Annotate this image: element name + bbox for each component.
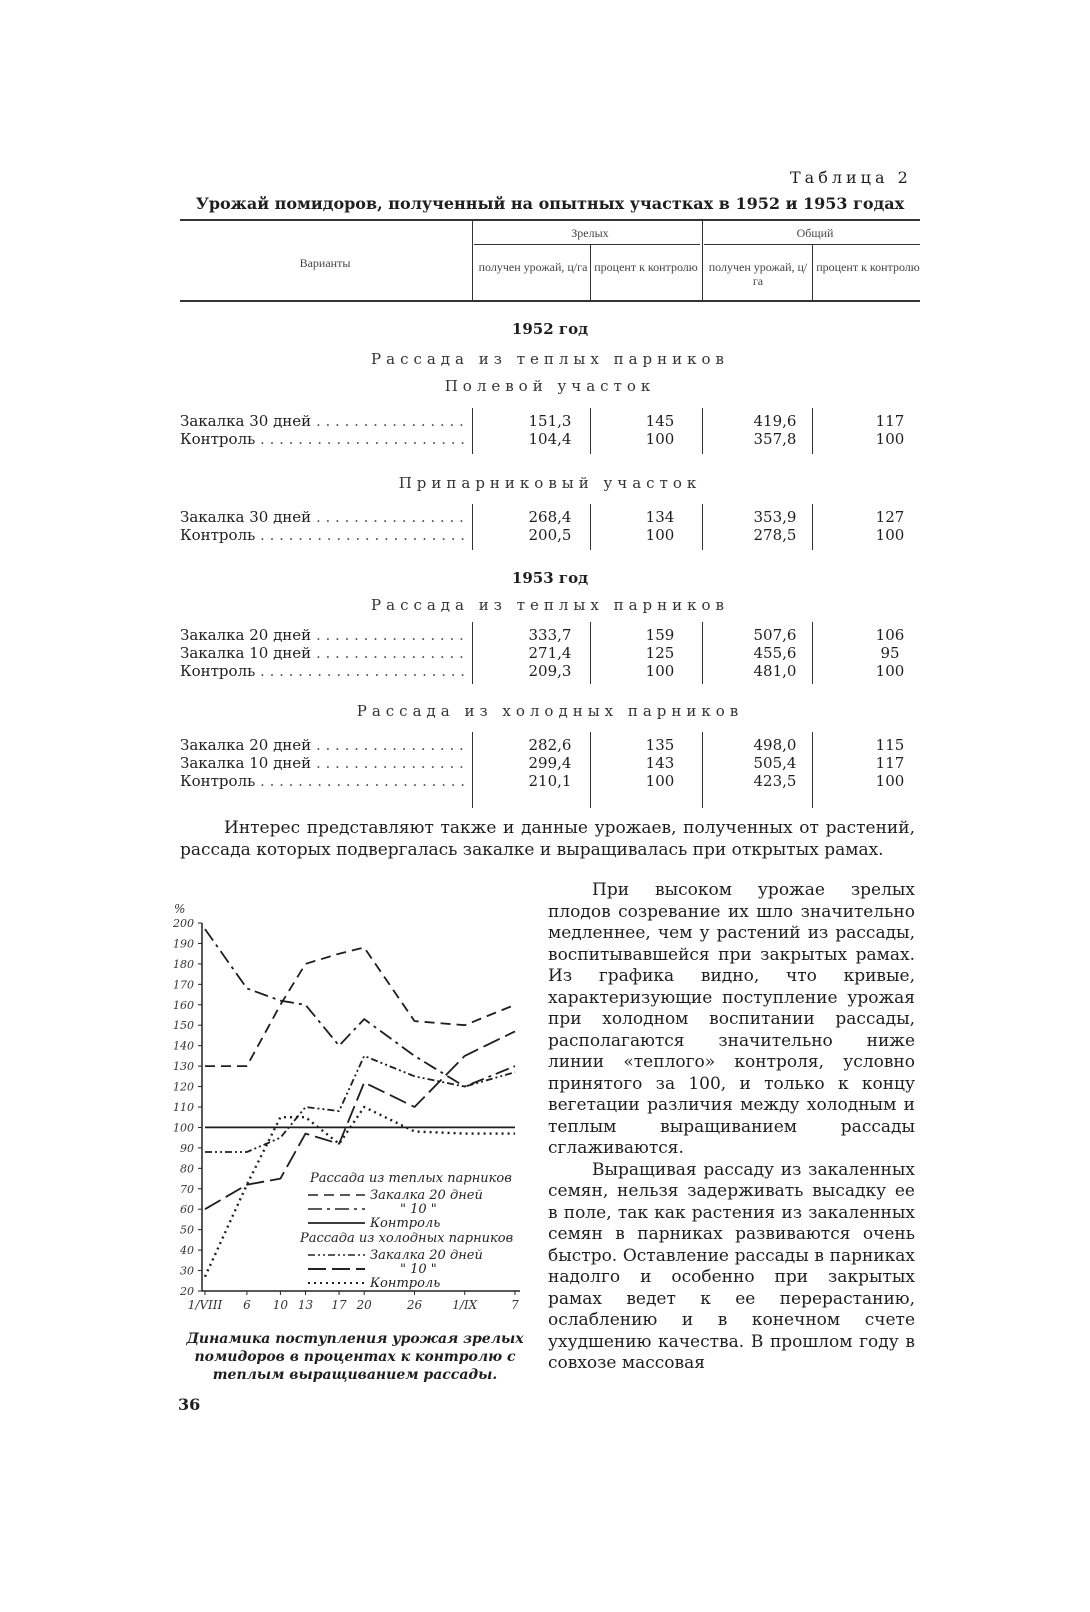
- cell: 100: [875, 430, 905, 448]
- table-row: [180, 736, 920, 754]
- paragraph-2: Выращивая рассаду из закаленных семян, нельзя задерживать высадку ее в поле, так как растения из закаленных семян в парниках развиваются очень быстро. Оставление рассады в парниках надолго и особенно при закрытых рамах ведет к ее перерастанию, ослаблению и в конечном счете ухудшению качества. В прошлом году в совхозе массовая: [548, 1159, 915, 1373]
- legend-warm-10: " 10 ": [400, 1202, 437, 1217]
- y-tick-label: 190: [173, 937, 194, 951]
- column-divider: [590, 622, 591, 684]
- y-tick-label: 200: [173, 917, 194, 930]
- x-tick-label: 13: [297, 1298, 314, 1312]
- cell: 268,4: [528, 508, 572, 526]
- cell: 333,7: [528, 626, 572, 644]
- cell: 135: [645, 736, 675, 754]
- yield-chart: [160, 895, 545, 1325]
- table-row: [180, 626, 920, 644]
- column-divider: [702, 622, 703, 684]
- y-tick-label: 140: [173, 1039, 194, 1053]
- row-label: Закалка 10 дней . . .: [180, 644, 470, 662]
- row-label: Закалка 20 дней . . .: [180, 626, 470, 644]
- legend-warm-ctrl: Контроль: [370, 1216, 441, 1231]
- table-title: Урожай помидоров, полученный на опытных участках в 1952 и 1953 годах: [195, 194, 905, 213]
- x-tick-label: 20: [356, 1298, 372, 1312]
- table-row: [180, 526, 920, 544]
- y-tick-label: 30: [180, 1264, 194, 1278]
- column-divider: [702, 408, 703, 454]
- y-tick-label: 100: [173, 1121, 194, 1135]
- intro-paragraph: Интерес представляют также и данные урожаев, полученных от растений, рассада которых подвергалась закалке и выращивалась при открытых рамах.: [180, 818, 915, 860]
- x-tick-label: 6: [243, 1298, 251, 1312]
- cell: 299,4: [528, 754, 572, 772]
- header-pct-1: процент к контролю: [594, 260, 698, 274]
- cell: 209,3: [528, 662, 572, 680]
- table-row: [180, 772, 920, 790]
- table-row: [180, 508, 920, 526]
- x-tick-label: 1/IX: [452, 1298, 478, 1312]
- x-tick-label: 1/VIII: [187, 1298, 223, 1312]
- y-tick-label: 120: [173, 1080, 194, 1094]
- page-number: 36: [178, 1395, 201, 1414]
- section-cold-1953: Рассада из холодных парников: [356, 702, 744, 720]
- row-label: Контроль . . .: [180, 772, 470, 790]
- y-unit-label: %: [174, 902, 186, 916]
- cell: 125: [645, 644, 675, 662]
- row-label: Контроль . . .: [180, 430, 470, 448]
- column-divider: [812, 622, 813, 684]
- y-tick-label: 170: [173, 978, 194, 992]
- cell: 353,9: [753, 508, 797, 526]
- header-yield-1: получен урожай, ц/га: [478, 260, 588, 274]
- header-divider: [472, 221, 473, 300]
- cell: 423,5: [753, 772, 797, 790]
- header-divider: [590, 245, 591, 300]
- table-row: [180, 754, 920, 772]
- column-divider: [702, 732, 703, 808]
- header-variants: Варианты: [299, 256, 351, 270]
- table-row: [180, 412, 920, 430]
- cell: 117: [875, 412, 905, 430]
- cell: 100: [645, 430, 675, 448]
- series-line-1: [205, 948, 515, 1067]
- column-divider: [812, 732, 813, 808]
- cell: 282,6: [528, 736, 572, 754]
- row-label: Закалка 20 дней . . .: [180, 736, 470, 754]
- right-column-text: [548, 880, 915, 1375]
- cell: 100: [875, 526, 905, 544]
- header-ripe: Зрелых: [571, 226, 609, 240]
- cell: 151,3: [528, 412, 572, 430]
- legend-warm-title: Рассада из теплых парников: [310, 1171, 512, 1186]
- cell: 357,8: [753, 430, 797, 448]
- legend-cold-ctrl: Контроль: [370, 1276, 441, 1291]
- cell: 127: [875, 508, 905, 526]
- cell: 95: [880, 644, 900, 662]
- table-top-rule: [180, 219, 920, 221]
- cell: 100: [645, 526, 675, 544]
- column-divider: [590, 504, 591, 550]
- legend-cold-10: " 10 ": [400, 1262, 437, 1277]
- y-tick-label: 60: [180, 1203, 194, 1217]
- y-tick-label: 180: [173, 957, 194, 971]
- cell: 210,1: [528, 772, 572, 790]
- y-tick-label: 110: [173, 1101, 194, 1114]
- subsection-field: Полевой участок: [444, 377, 656, 395]
- table-row: [180, 644, 920, 662]
- x-tick-label: 7: [511, 1298, 519, 1312]
- section-warm-1952: Рассада из теплых парников: [371, 350, 729, 368]
- y-tick-label: 90: [180, 1141, 194, 1155]
- cell: 145: [645, 412, 675, 430]
- legend-cold-20: Закалка 20 дней: [370, 1248, 483, 1263]
- cell: 100: [645, 662, 675, 680]
- row-label: Контроль . . .: [180, 526, 470, 544]
- cell: 455,6: [753, 644, 797, 662]
- row-label: Контроль . . .: [180, 662, 470, 680]
- y-tick-label: 20: [180, 1285, 194, 1298]
- section-warm-1953: Рассада из теплых парников: [371, 596, 729, 614]
- header-yield-2: получен урожай, ц/га: [708, 260, 808, 288]
- table-row: [180, 662, 920, 680]
- cell: 200,5: [528, 526, 572, 544]
- y-tick-label: 150: [173, 1019, 194, 1033]
- cell: 507,6: [753, 626, 797, 644]
- y-tick-label: 160: [173, 998, 194, 1012]
- header-pct-2: процент к контролю: [816, 260, 920, 274]
- column-divider: [702, 504, 703, 550]
- column-divider: [812, 408, 813, 454]
- column-divider: [590, 732, 591, 808]
- cell: 115: [875, 736, 905, 754]
- y-tick-label: 40: [180, 1244, 194, 1258]
- cell: 117: [875, 754, 905, 772]
- legend-warm-20: Закалка 20 дней: [370, 1188, 483, 1203]
- year-1953: 1953 год: [511, 569, 589, 587]
- table-row: [180, 430, 920, 448]
- cell: 505,4: [753, 754, 797, 772]
- column-divider: [590, 408, 591, 454]
- table-header-rule: [180, 300, 920, 302]
- cell: 498,0: [753, 736, 797, 754]
- cell: 100: [645, 772, 675, 790]
- chart-caption: Динамика поступления урожая зрелых помидоров в процентах к контролю с теплым выращиванием рассады.: [186, 1331, 524, 1383]
- row-label: Закалка 30 дней . . .: [180, 412, 470, 430]
- header-divider: [702, 221, 703, 300]
- header-sub-rule-1: [474, 244, 700, 245]
- column-divider: [472, 732, 473, 808]
- column-divider: [472, 408, 473, 454]
- cell: 134: [645, 508, 675, 526]
- cell: 143: [645, 754, 675, 772]
- y-tick-label: 70: [180, 1182, 194, 1196]
- x-tick-label: 10: [272, 1298, 289, 1312]
- table-number: Таблица 2: [790, 168, 912, 187]
- y-tick-label: 80: [180, 1162, 194, 1176]
- y-tick-label: 50: [180, 1223, 194, 1237]
- cell: 419,6: [753, 412, 797, 430]
- cell: 106: [875, 626, 905, 644]
- cell: 481,0: [753, 662, 797, 680]
- x-tick-label: 26: [406, 1298, 423, 1312]
- cell: 159: [645, 626, 675, 644]
- subsection-near: Припарниковый участок: [398, 474, 702, 492]
- cell: 100: [875, 662, 905, 680]
- paragraph-1: При высоком урожае зрелых плодов созревание их шло значительно медленнее, чем у растений из рассады, воспитывавшейся при закрытых рамах. Из графика видно, что кривые, характеризующие поступление урожая при холодном воспитании рассады, располагаются значительно ниже линии «теплого» контроля, условно принятого за 100, и только к концу вегетации различия между холодным и теплым выращиванием рассады сглаживаются.: [548, 880, 915, 1158]
- cell: 271,4: [528, 644, 572, 662]
- x-tick-label: 17: [331, 1298, 347, 1312]
- cell: 100: [875, 772, 905, 790]
- column-divider: [472, 504, 473, 550]
- header-divider: [812, 245, 813, 300]
- y-tick-label: 130: [173, 1060, 194, 1074]
- year-1952: 1952 год: [511, 320, 589, 338]
- legend-cold-title: Рассада из холодных парников: [300, 1231, 514, 1246]
- cell: 104,4: [528, 430, 572, 448]
- series-line-4: [205, 1056, 515, 1152]
- row-label: Закалка 10 дней . . .: [180, 754, 470, 772]
- column-divider: [812, 504, 813, 550]
- row-label: Закалка 30 дней . . .: [180, 508, 470, 526]
- cell: 278,5: [753, 526, 797, 544]
- column-divider: [472, 622, 473, 684]
- header-total: Общий: [796, 226, 834, 240]
